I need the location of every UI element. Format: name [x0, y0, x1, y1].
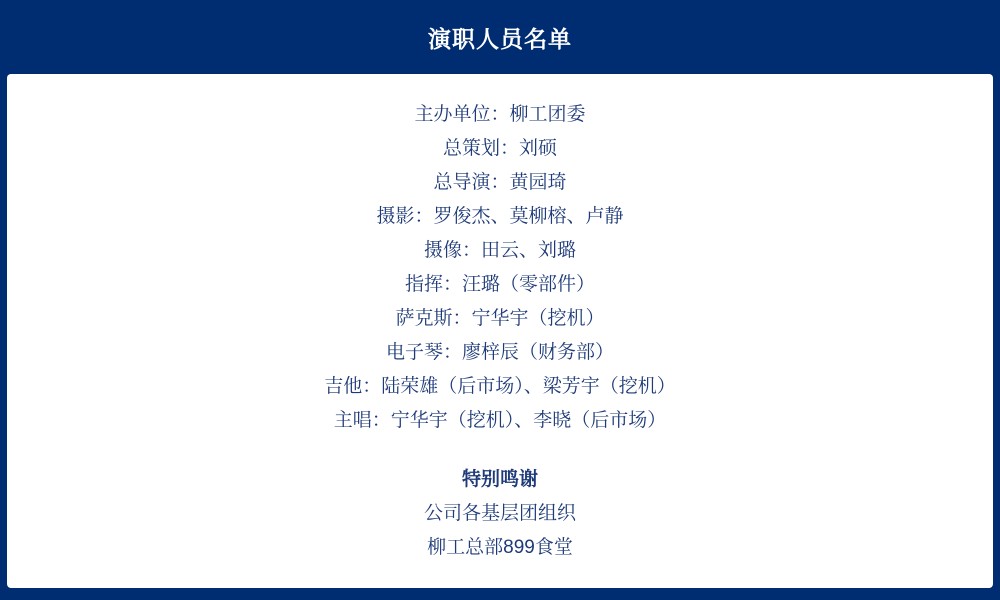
credit-line-organizer: 主办单位：柳工团委: [414, 104, 586, 125]
credits-panel: [7, 74, 993, 588]
credit-line-guitar: 吉他：陆荣雄（后市场）、梁芳宇（挖机）: [324, 376, 676, 397]
page-title: 演职人员名单: [428, 25, 572, 52]
thanks-title: 特别鸣谢: [461, 469, 538, 490]
credit-line-videography: 摄像：田云、刘璐: [423, 240, 576, 261]
thanks-line-canteen: 柳工总部899食堂: [427, 537, 573, 558]
page-header: [0, 0, 1000, 74]
credit-line-vocals: 主唱：宁华宇（挖机）、李晓（后市场）: [333, 410, 667, 431]
credit-line-sax: 萨克斯：宁华宇（挖机）: [395, 308, 605, 329]
credit-line-director: 总导演：黄园琦: [433, 172, 567, 193]
section-spacer: [7, 438, 993, 463]
credit-line-conductor: 指挥：汪璐（零部件）: [404, 274, 595, 295]
thanks-line-groups: 公司各基层团组织: [423, 503, 576, 524]
credit-line-photography: 摄影：罗俊杰、莫柳榕、卢静: [376, 206, 624, 227]
credit-line-keyboard: 电子琴：廖梓辰（财务部）: [385, 342, 614, 363]
footer-bar: [0, 588, 1000, 600]
credit-line-planner: 总策划：刘硕: [442, 138, 557, 159]
